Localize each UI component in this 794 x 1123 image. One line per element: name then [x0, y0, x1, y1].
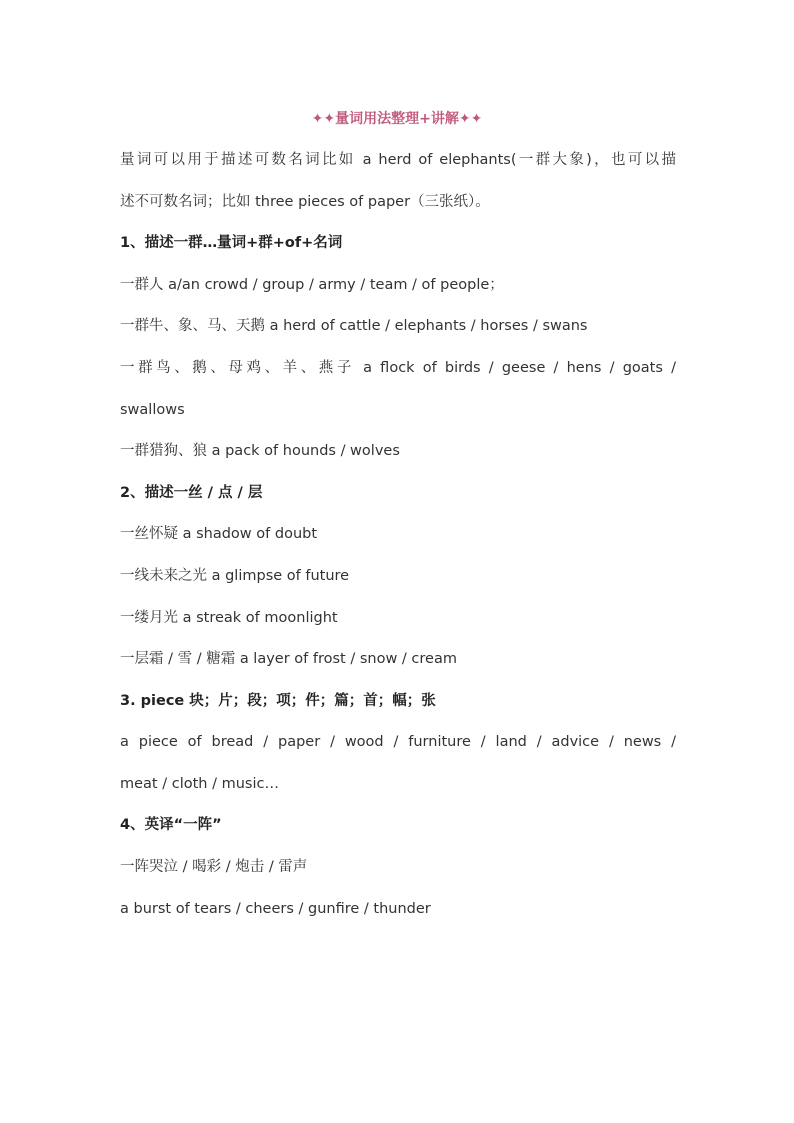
document-title: ✦✦量词用法整理+讲解✦✦ — [311, 111, 483, 127]
intro-line-1: 量词可以用于描述可数名词比如 a herd of elephants(一群大象)，也可以描 — [120, 152, 676, 168]
section-1-line-5: 一群猎狗、狼 a pack of hounds / wolves — [120, 443, 400, 459]
section-2-line-1: 一丝怀疑 a shadow of doubt — [120, 526, 318, 542]
section-1-line-4: swallows — [120, 402, 185, 418]
section-2-line-3: 一缕月光 a streak of moonlight — [120, 610, 338, 626]
section-4-line-1: 一阵哭泣 / 喝彩 / 炮击 / 雷声 — [120, 859, 308, 875]
section-4-line-2: a burst of tears / cheers / gunfire / thunder — [120, 901, 431, 917]
section-2-line-2: 一线未来之光 a glimpse of future — [120, 568, 350, 584]
section-1-line-2: 一群牛、象、马、天鹅 a herd of cattle / elephants / horses / swans — [120, 318, 588, 334]
section-1-line-3: 一群鸟、鹅、母鸡、羊、燕子 a flock of birds / geese / hens / goats / — [120, 360, 676, 376]
section-2-line-4: 一层霜 / 雪 / 糖霜 a layer of frost / snow / cream — [120, 651, 457, 667]
section-2-heading: 2、描述一丝 / 点 / 层 — [120, 485, 263, 501]
section-3-heading: 3. piece 块；片；段；项；件；篇；首；幅；张 — [120, 693, 436, 709]
section-3-line-1: a piece of bread / paper / wood / furniture / land / advice / news / — [120, 734, 676, 750]
section-1-heading: 1、描述一群…量词+群+of+名词 — [120, 235, 343, 251]
section-3-line-2: meat / cloth / music… — [120, 776, 279, 792]
section-1-line-1: 一群人 a/an crowd / group / army / team / of people； — [120, 277, 504, 293]
section-4-heading: 4、英译“一阵” — [120, 817, 222, 833]
intro-line-2: 述不可数名词；比如 three pieces of paper（三张纸）。 — [120, 194, 490, 210]
